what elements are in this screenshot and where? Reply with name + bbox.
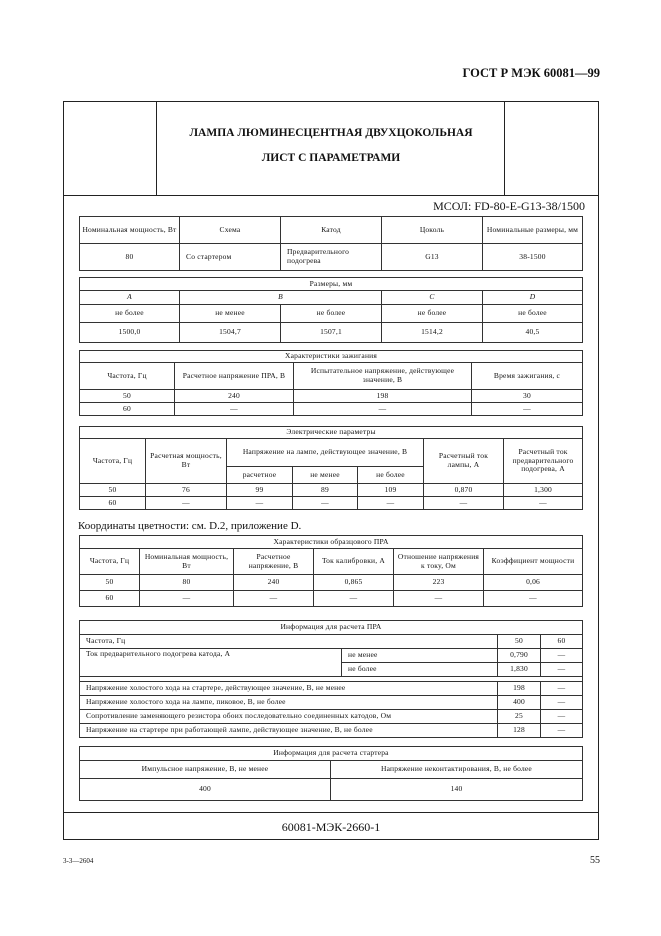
table-cell: 50 (80, 575, 140, 591)
table-title: Характеристики образцового ПРА (80, 536, 583, 549)
title-block (63, 101, 599, 196)
col-header: Расчетное напряжение ПРА, В (175, 363, 294, 390)
ballast-design-table (79, 620, 583, 738)
limit-label: не менее (180, 305, 281, 323)
col-header: Номинальная мощность, Вт (140, 549, 234, 575)
col-subheader: не менее (293, 467, 358, 484)
page-number: 55 (590, 855, 600, 866)
dim-letter: A (80, 291, 180, 305)
table-cell: 1504,7 (180, 323, 281, 343)
dim-letter: C (382, 291, 483, 305)
table-cell: — (314, 591, 394, 607)
col-header: Напряжение неконтактирования, В, не более (331, 761, 583, 779)
table-cell: 1507,1 (281, 323, 382, 343)
dimensions-table (79, 277, 583, 343)
table-cell: — (234, 591, 314, 607)
table-cell: — (541, 724, 583, 738)
table-cell: 50 (80, 390, 175, 403)
table-cell: 223 (394, 575, 484, 591)
table-cell: 400 (498, 696, 541, 710)
limit-label: не более (382, 305, 483, 323)
table-cell: — (146, 497, 227, 510)
table-cell: 1,300 (504, 484, 583, 497)
col-header: Ток калибровки, А (314, 549, 394, 575)
table-title: Размеры, мм (80, 278, 583, 291)
limit-label: не менее (342, 649, 498, 663)
table-cell: 400 (80, 779, 331, 801)
reference-ballast-table (79, 535, 583, 607)
table-cell: 60 (80, 497, 146, 510)
general-table (79, 216, 583, 271)
col-header: Частота, Гц (80, 363, 175, 390)
table-cell: — (541, 649, 583, 663)
table-cell: 89 (293, 484, 358, 497)
ignition-table (79, 350, 583, 416)
table-cell: 0,790 (498, 649, 541, 663)
table-cell: 109 (358, 484, 424, 497)
table-cell: 25 (498, 710, 541, 724)
table-cell: — (358, 497, 424, 510)
col-header: Катод (281, 217, 382, 244)
col-header: Схема (180, 217, 281, 244)
table-cell: 60 (80, 591, 140, 607)
table-cell: 240 (234, 575, 314, 591)
table-cell: — (293, 497, 358, 510)
dim-letter: D (483, 291, 583, 305)
table-cell: 30 (472, 390, 583, 403)
table-cell: — (227, 497, 293, 510)
table-cell: Предварительного подогрева (281, 244, 382, 271)
table-cell: — (175, 403, 294, 416)
table-cell: — (541, 663, 583, 677)
table-title: Характеристики зажигания (80, 351, 583, 363)
table-cell: 140 (331, 779, 583, 801)
table-cell: 50 (498, 635, 541, 649)
chromaticity-note: Координаты цветности: см. D.2, приложение D. (78, 520, 302, 532)
table-cell: 1,830 (498, 663, 541, 677)
limit-label: не более (483, 305, 583, 323)
row-label: Сопротивление заменяющего резистора обоих последовательно соединенных катодов, Ом (80, 710, 498, 724)
col-header: Расчетное напряжение, В (234, 549, 314, 575)
table-cell: G13 (382, 244, 483, 271)
table-cell: — (472, 403, 583, 416)
sheet-title: ЛАМПА ЛЮМИНЕСЦЕНТНАЯ ДВУХЦОКОЛЬНАЯ (189, 127, 473, 139)
standard-number: ГОСТ Р МЭК 60081—99 (462, 66, 600, 80)
table-cell: 0,870 (424, 484, 504, 497)
col-header: Импульсное напряжение, В, не менее (80, 761, 331, 779)
table-cell: 60 (80, 403, 175, 416)
col-header: Частота, Гц (80, 549, 140, 575)
col-header: Частота, Гц (80, 439, 146, 484)
table-title: Информация для расчета стартера (80, 747, 583, 761)
table-cell: Со стартером (180, 244, 281, 271)
table-cell: 240 (175, 390, 294, 403)
table-cell: 0,06 (484, 575, 583, 591)
table-cell: — (424, 497, 504, 510)
table-cell: 198 (498, 682, 541, 696)
table-cell: 0,865 (314, 575, 394, 591)
electrical-table (79, 426, 583, 510)
table-cell: — (541, 710, 583, 724)
dim-letter: B (180, 291, 382, 305)
msol-code: МСОЛ: FD-80-E-G13-38/1500 (433, 199, 585, 213)
col-header: Время зажигания, с (472, 363, 583, 390)
row-label: Частота, Гц (80, 635, 498, 649)
col-header: Цоколь (382, 217, 483, 244)
bottom-divider (63, 812, 599, 813)
table-cell: — (541, 696, 583, 710)
table-cell: 80 (80, 244, 180, 271)
col-subheader: не более (358, 467, 424, 484)
col-header: Напряжение на лампе, действующее значение, В (227, 439, 424, 467)
col-header: Расчетный ток предварительного подогрева, А (504, 439, 583, 484)
limit-label: не более (80, 305, 180, 323)
col-header: Испытательное напряжение, действующее значение, В (294, 363, 472, 390)
table-cell: 1514,2 (382, 323, 483, 343)
table-cell: — (294, 403, 472, 416)
table-cell: 50 (80, 484, 146, 497)
row-label: Ток предварительного подогрева катода, А (80, 649, 342, 677)
starter-design-table (79, 746, 583, 801)
table-cell: — (394, 591, 484, 607)
table-cell: 38-1500 (483, 244, 583, 271)
table-title: Электрические параметры (80, 427, 583, 439)
sheet-subtitle: ЛИСТ С ПАРАМЕТРАМИ (261, 152, 401, 164)
table-cell: 60 (541, 635, 583, 649)
col-header: Номинальная мощность, Вт (80, 217, 180, 244)
table-cell: 40,5 (483, 323, 583, 343)
col-subheader: расчетное (227, 467, 293, 484)
sheet-number: 60081-МЭК-2660-1 (281, 820, 381, 834)
table-cell: 1500,0 (80, 323, 180, 343)
table-cell: 76 (146, 484, 227, 497)
table-cell: — (541, 682, 583, 696)
table-cell: 198 (294, 390, 472, 403)
col-header: Расчетный ток лампы, А (424, 439, 504, 484)
table-title: Информация для расчета ПРА (80, 621, 583, 635)
limit-label: не более (342, 663, 498, 677)
table-cell: 80 (140, 575, 234, 591)
row-label: Напряжение на стартере при работающей лампе, действующее значение, В, не более (80, 724, 498, 738)
table-cell: 128 (498, 724, 541, 738)
table-cell: — (484, 591, 583, 607)
row-label: Напряжение холостого хода на стартере, действующее значение, В, не менее (80, 682, 498, 696)
col-header: Номинальные размеры, мм (483, 217, 583, 244)
table-cell: — (140, 591, 234, 607)
table-cell: 99 (227, 484, 293, 497)
table-cell: — (504, 497, 583, 510)
limit-label: не более (281, 305, 382, 323)
col-header: Расчетная мощность, Вт (146, 439, 227, 484)
col-header: Коэффициент мощности (484, 549, 583, 575)
row-label: Напряжение холостого хода на лампе, пиковое, В, не более (80, 696, 498, 710)
col-header: Отношение напряжения к току, Ом (394, 549, 484, 575)
print-code: 3-3—2604 (63, 857, 94, 865)
